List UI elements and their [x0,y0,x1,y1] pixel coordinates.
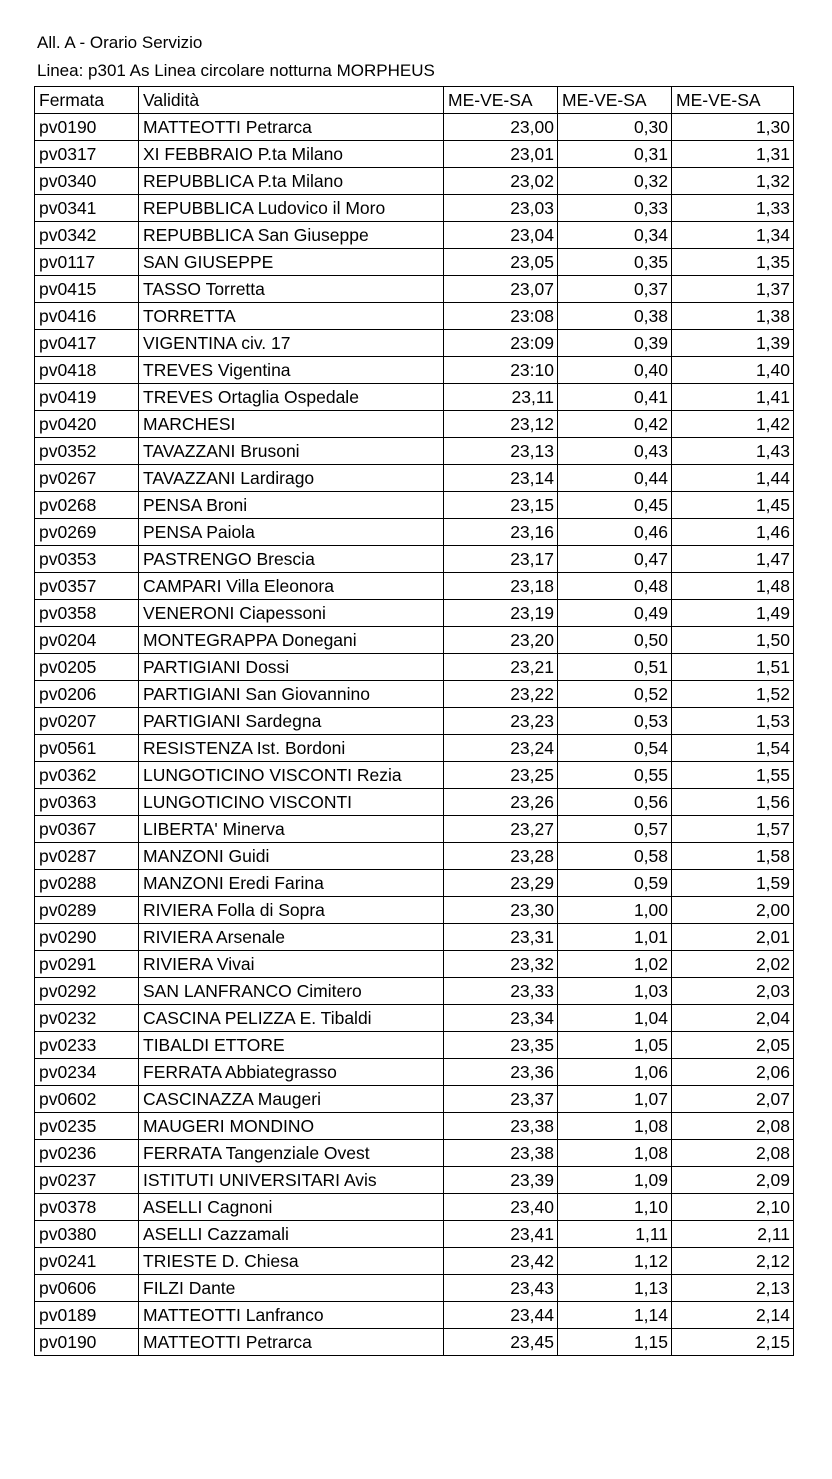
time-run-2-cell: 0,59 [558,870,672,897]
stop-code-cell: pv0190 [35,1329,139,1356]
time-run-3-cell: 1,30 [672,114,794,141]
time-run-1-cell: 23,36 [444,1059,558,1086]
table-row [35,330,794,357]
stop-name-cell: MONTEGRAPPA Donegani [139,627,444,654]
stop-name-cell: PARTIGIANI Sardegna [139,708,444,735]
stop-name-cell: PENSA Paiola [139,519,444,546]
stop-name-cell: CAMPARI Villa Eleonora [139,573,444,600]
stop-name-cell: RIVIERA Vivai [139,951,444,978]
stop-code-cell: pv0358 [35,600,139,627]
time-run-1-cell: 23,45 [444,1329,558,1356]
time-run-1-cell: 23,15 [444,492,558,519]
stop-code-cell: pv0363 [35,789,139,816]
table-row [35,141,794,168]
table-row [35,1086,794,1113]
time-run-2-cell: 1,00 [558,897,672,924]
time-run-2-cell: 0,50 [558,627,672,654]
time-run-3-cell: 2,06 [672,1059,794,1086]
time-run-1-cell: 23,32 [444,951,558,978]
time-run-3-cell: 1,52 [672,681,794,708]
header-run-1: ME-VE-SA [444,87,558,114]
time-run-3-cell: 1,51 [672,654,794,681]
stop-name-cell: TREVES Vigentina [139,357,444,384]
table-row [35,519,794,546]
time-run-1-cell: 23,16 [444,519,558,546]
stop-name-cell: TORRETTA [139,303,444,330]
timetable-body [35,114,794,1356]
time-run-1-cell: 23,24 [444,735,558,762]
time-run-2-cell: 1,01 [558,924,672,951]
table-row [35,465,794,492]
stop-code-cell: pv0267 [35,465,139,492]
stop-name-cell: VENERONI Ciapessoni [139,600,444,627]
time-run-2-cell: 0,53 [558,708,672,735]
time-run-3-cell: 1,39 [672,330,794,357]
stop-code-cell: pv0117 [35,249,139,276]
stop-code-cell: pv0236 [35,1140,139,1167]
time-run-2-cell: 1,04 [558,1005,672,1032]
time-run-2-cell: 0,41 [558,384,672,411]
time-run-1-cell: 23,12 [444,411,558,438]
table-row [35,492,794,519]
stop-name-cell: MATTEOTTI Petrarca [139,114,444,141]
time-run-3-cell: 1,53 [672,708,794,735]
time-run-2-cell: 1,14 [558,1302,672,1329]
time-run-3-cell: 1,42 [672,411,794,438]
stop-code-cell: pv0378 [35,1194,139,1221]
time-run-2-cell: 1,06 [558,1059,672,1086]
time-run-2-cell: 0,48 [558,573,672,600]
time-run-1-cell: 23,14 [444,465,558,492]
stop-code-cell: pv0602 [35,1086,139,1113]
stop-name-cell: REPUBBLICA P.ta Milano [139,168,444,195]
time-run-2-cell: 1,08 [558,1113,672,1140]
time-run-1-cell: 23,41 [444,1221,558,1248]
time-run-3-cell: 2,10 [672,1194,794,1221]
time-run-2-cell: 0,49 [558,600,672,627]
time-run-3-cell: 2,14 [672,1302,794,1329]
table-row [35,303,794,330]
time-run-1-cell: 23,31 [444,924,558,951]
table-row [35,1302,794,1329]
stop-code-cell: pv0268 [35,492,139,519]
stop-code-cell: pv0362 [35,762,139,789]
time-run-3-cell: 1,56 [672,789,794,816]
stop-code-cell: pv0269 [35,519,139,546]
time-run-2-cell: 0,40 [558,357,672,384]
header-validita: Validità [139,87,444,114]
time-run-3-cell: 2,15 [672,1329,794,1356]
stop-code-cell: pv0237 [35,1167,139,1194]
time-run-3-cell: 2,08 [672,1113,794,1140]
time-run-1-cell: 23,29 [444,870,558,897]
stop-code-cell: pv0357 [35,573,139,600]
table-row [35,546,794,573]
stop-name-cell: SAN LANFRANCO Cimitero [139,978,444,1005]
stop-code-cell: pv0416 [35,303,139,330]
stop-code-cell: pv0290 [35,924,139,951]
time-run-2-cell: 0,35 [558,249,672,276]
stop-code-cell: pv0341 [35,195,139,222]
stop-code-cell: pv0342 [35,222,139,249]
time-run-1-cell: 23,17 [444,546,558,573]
stop-name-cell: FILZI Dante [139,1275,444,1302]
time-run-2-cell: 1,08 [558,1140,672,1167]
stop-name-cell: TAVAZZANI Brusoni [139,438,444,465]
stop-name-cell: REPUBBLICA San Giuseppe [139,222,444,249]
stop-code-cell: pv0205 [35,654,139,681]
time-run-1-cell: 23:10 [444,357,558,384]
table-row [35,924,794,951]
time-run-1-cell: 23,19 [444,600,558,627]
time-run-2-cell: 0,52 [558,681,672,708]
time-run-2-cell: 1,03 [558,978,672,1005]
time-run-2-cell: 0,43 [558,438,672,465]
header-fermata: Fermata [35,87,139,114]
table-row [35,438,794,465]
table-row [35,114,794,141]
stop-name-cell: RIVIERA Arsenale [139,924,444,951]
table-row [35,843,794,870]
time-run-1-cell: 23,26 [444,789,558,816]
document-title: All. A - Orario Servizio [37,33,203,52]
time-run-1-cell: 23,20 [444,627,558,654]
table-row [35,978,794,1005]
time-run-3-cell: 1,41 [672,384,794,411]
stop-code-cell: pv0380 [35,1221,139,1248]
time-run-2-cell: 0,47 [558,546,672,573]
table-row [35,1032,794,1059]
time-run-1-cell: 23,35 [444,1032,558,1059]
time-run-1-cell: 23,22 [444,681,558,708]
stop-name-cell: FERRATA Tangenziale Ovest [139,1140,444,1167]
time-run-2-cell: 0,39 [558,330,672,357]
table-row [35,897,794,924]
table-row [35,762,794,789]
time-run-1-cell: 23,01 [444,141,558,168]
stop-name-cell: PENSA Broni [139,492,444,519]
stop-name-cell: RIVIERA Folla di Sopra [139,897,444,924]
table-row [35,951,794,978]
table-row [35,789,794,816]
time-run-3-cell: 1,55 [672,762,794,789]
time-run-1-cell: 23,43 [444,1275,558,1302]
time-run-3-cell: 1,31 [672,141,794,168]
table-row [35,708,794,735]
time-run-3-cell: 1,44 [672,465,794,492]
time-run-1-cell: 23:08 [444,303,558,330]
time-run-2-cell: 0,56 [558,789,672,816]
time-run-2-cell: 1,10 [558,1194,672,1221]
time-run-2-cell: 1,15 [558,1329,672,1356]
time-run-2-cell: 0,31 [558,141,672,168]
table-row [35,1221,794,1248]
time-run-3-cell: 1,32 [672,168,794,195]
time-run-3-cell: 1,37 [672,276,794,303]
stop-name-cell: MANZONI Guidi [139,843,444,870]
stop-code-cell: pv0367 [35,816,139,843]
time-run-2-cell: 0,44 [558,465,672,492]
stop-code-cell: pv0289 [35,897,139,924]
stop-name-cell: LIBERTA' Minerva [139,816,444,843]
stop-code-cell: pv0234 [35,1059,139,1086]
time-run-1-cell: 23,28 [444,843,558,870]
time-run-1-cell: 23,13 [444,438,558,465]
time-run-3-cell: 2,03 [672,978,794,1005]
stop-code-cell: pv0352 [35,438,139,465]
time-run-3-cell: 1,33 [672,195,794,222]
time-run-1-cell: 23,30 [444,897,558,924]
stop-name-cell: MATTEOTTI Petrarca [139,1329,444,1356]
table-row [35,600,794,627]
time-run-3-cell: 1,40 [672,357,794,384]
stop-name-cell: XI FEBBRAIO P.ta Milano [139,141,444,168]
header-run-3: ME-VE-SA [672,87,794,114]
stop-name-cell: MATTEOTTI Lanfranco [139,1302,444,1329]
time-run-3-cell: 1,54 [672,735,794,762]
time-run-3-cell: 1,47 [672,546,794,573]
time-run-3-cell: 1,34 [672,222,794,249]
table-row [35,870,794,897]
stop-name-cell: MAUGERI MONDINO [139,1113,444,1140]
time-run-1-cell: 23,38 [444,1113,558,1140]
time-run-3-cell: 2,01 [672,924,794,951]
time-run-2-cell: 0,45 [558,492,672,519]
stop-code-cell: pv0561 [35,735,139,762]
stop-code-cell: pv0288 [35,870,139,897]
table-row [35,1140,794,1167]
stop-name-cell: TRIESTE D. Chiesa [139,1248,444,1275]
time-run-1-cell: 23,39 [444,1167,558,1194]
time-run-3-cell: 2,02 [672,951,794,978]
time-run-2-cell: 0,54 [558,735,672,762]
time-run-2-cell: 0,55 [558,762,672,789]
stop-name-cell: ASELLI Cazzamali [139,1221,444,1248]
stop-name-cell: TIBALDI ETTORE [139,1032,444,1059]
stop-code-cell: pv0317 [35,141,139,168]
stop-code-cell: pv0606 [35,1275,139,1302]
time-run-2-cell: 1,13 [558,1275,672,1302]
time-run-3-cell: 2,11 [672,1221,794,1248]
time-run-3-cell: 1,38 [672,303,794,330]
stop-code-cell: pv0207 [35,708,139,735]
table-row [35,1194,794,1221]
stop-code-cell: pv0204 [35,627,139,654]
time-run-1-cell: 23,27 [444,816,558,843]
stop-code-cell: pv0287 [35,843,139,870]
stop-code-cell: pv0233 [35,1032,139,1059]
table-row [35,1329,794,1356]
stop-code-cell: pv0206 [35,681,139,708]
stop-name-cell: REPUBBLICA Ludovico il Moro [139,195,444,222]
stop-code-cell: pv0418 [35,357,139,384]
table-row [35,1275,794,1302]
table-row [35,384,794,411]
table-row [35,816,794,843]
table-row [35,654,794,681]
time-run-3-cell: 1,59 [672,870,794,897]
table-row [35,276,794,303]
time-run-1-cell: 23,40 [444,1194,558,1221]
stop-code-cell: pv0420 [35,411,139,438]
time-run-2-cell: 0,57 [558,816,672,843]
time-run-3-cell: 2,13 [672,1275,794,1302]
time-run-1-cell: 23,38 [444,1140,558,1167]
time-run-3-cell: 2,04 [672,1005,794,1032]
stop-code-cell: pv0190 [35,114,139,141]
stop-name-cell: MANZONI Eredi Farina [139,870,444,897]
time-run-3-cell: 1,46 [672,519,794,546]
stop-name-cell: PARTIGIANI Dossi [139,654,444,681]
time-run-3-cell: 2,08 [672,1140,794,1167]
time-run-1-cell: 23,34 [444,1005,558,1032]
stop-name-cell: RESISTENZA Ist. Bordoni [139,735,444,762]
stop-name-cell: LUNGOTICINO VISCONTI Rezia [139,762,444,789]
time-run-1-cell: 23,44 [444,1302,558,1329]
table-row [35,1113,794,1140]
table-row [35,249,794,276]
time-run-2-cell: 0,42 [558,411,672,438]
stop-code-cell: pv0232 [35,1005,139,1032]
stop-code-cell: pv0353 [35,546,139,573]
stop-code-cell: pv0291 [35,951,139,978]
table-row [35,1248,794,1275]
stop-code-cell: pv0419 [35,384,139,411]
stop-name-cell: PARTIGIANI San Giovannino [139,681,444,708]
table-row [35,1059,794,1086]
time-run-3-cell: 1,48 [672,573,794,600]
time-run-1-cell: 23,25 [444,762,558,789]
time-run-2-cell: 0,46 [558,519,672,546]
time-run-1-cell: 23,04 [444,222,558,249]
stop-name-cell: TAVAZZANI Lardirago [139,465,444,492]
time-run-1-cell: 23,42 [444,1248,558,1275]
stop-name-cell: ASELLI Cagnoni [139,1194,444,1221]
stop-name-cell: TREVES Ortaglia Ospedale [139,384,444,411]
stop-code-cell: pv0241 [35,1248,139,1275]
time-run-1-cell: 23,11 [444,384,558,411]
time-run-2-cell: 1,12 [558,1248,672,1275]
stop-code-cell: pv0292 [35,978,139,1005]
table-row [35,627,794,654]
stop-name-cell: SAN GIUSEPPE [139,249,444,276]
stop-name-cell: MARCHESI [139,411,444,438]
stop-code-cell: pv0417 [35,330,139,357]
stop-name-cell: FERRATA Abbiategrasso [139,1059,444,1086]
time-run-3-cell: 1,57 [672,816,794,843]
stop-name-cell: LUNGOTICINO VISCONTI [139,789,444,816]
stop-code-cell: pv0340 [35,168,139,195]
table-row [35,168,794,195]
time-run-3-cell: 1,35 [672,249,794,276]
time-run-2-cell: 0,58 [558,843,672,870]
table-row [35,681,794,708]
document-subtitle: Linea: p301 As Linea circolare notturna MORPHEUS [37,61,435,80]
table-row [35,573,794,600]
time-run-3-cell: 1,49 [672,600,794,627]
time-run-2-cell: 0,30 [558,114,672,141]
stop-name-cell: CASCINAZZA Maugeri [139,1086,444,1113]
time-run-1-cell: 23,03 [444,195,558,222]
time-run-2-cell: 0,51 [558,654,672,681]
time-run-1-cell: 23,18 [444,573,558,600]
time-run-3-cell: 2,00 [672,897,794,924]
stop-name-cell: TASSO Torretta [139,276,444,303]
time-run-2-cell: 0,34 [558,222,672,249]
header-row [35,87,794,114]
time-run-1-cell: 23,02 [444,168,558,195]
stop-name-cell: PASTRENGO Brescia [139,546,444,573]
time-run-1-cell: 23,00 [444,114,558,141]
time-run-3-cell: 2,07 [672,1086,794,1113]
stop-name-cell: ISTITUTI UNIVERSITARI Avis [139,1167,444,1194]
time-run-2-cell: 1,07 [558,1086,672,1113]
stop-name-cell: VIGENTINA civ. 17 [139,330,444,357]
table-row [35,1167,794,1194]
table-row [35,195,794,222]
time-run-1-cell: 23,23 [444,708,558,735]
timetable [34,86,794,1356]
table-row [35,357,794,384]
time-run-2-cell: 1,05 [558,1032,672,1059]
time-run-2-cell: 1,09 [558,1167,672,1194]
time-run-2-cell: 0,33 [558,195,672,222]
time-run-1-cell: 23,05 [444,249,558,276]
time-run-1-cell: 23:09 [444,330,558,357]
stop-code-cell: pv0189 [35,1302,139,1329]
table-row [35,1005,794,1032]
time-run-3-cell: 1,50 [672,627,794,654]
table-row [35,735,794,762]
stop-name-cell: CASCINA PELIZZA E. Tibaldi [139,1005,444,1032]
header-run-2: ME-VE-SA [558,87,672,114]
time-run-3-cell: 2,09 [672,1167,794,1194]
time-run-1-cell: 23,37 [444,1086,558,1113]
time-run-1-cell: 23,07 [444,276,558,303]
stop-code-cell: pv0415 [35,276,139,303]
time-run-2-cell: 0,38 [558,303,672,330]
stop-code-cell: pv0235 [35,1113,139,1140]
time-run-3-cell: 1,43 [672,438,794,465]
time-run-1-cell: 23,21 [444,654,558,681]
time-run-3-cell: 2,12 [672,1248,794,1275]
time-run-3-cell: 1,58 [672,843,794,870]
time-run-1-cell: 23,33 [444,978,558,1005]
time-run-2-cell: 0,37 [558,276,672,303]
time-run-2-cell: 0,32 [558,168,672,195]
time-run-2-cell: 1,02 [558,951,672,978]
table-row [35,222,794,249]
time-run-2-cell: 1,11 [558,1221,672,1248]
time-run-3-cell: 2,05 [672,1032,794,1059]
time-run-3-cell: 1,45 [672,492,794,519]
table-row [35,411,794,438]
